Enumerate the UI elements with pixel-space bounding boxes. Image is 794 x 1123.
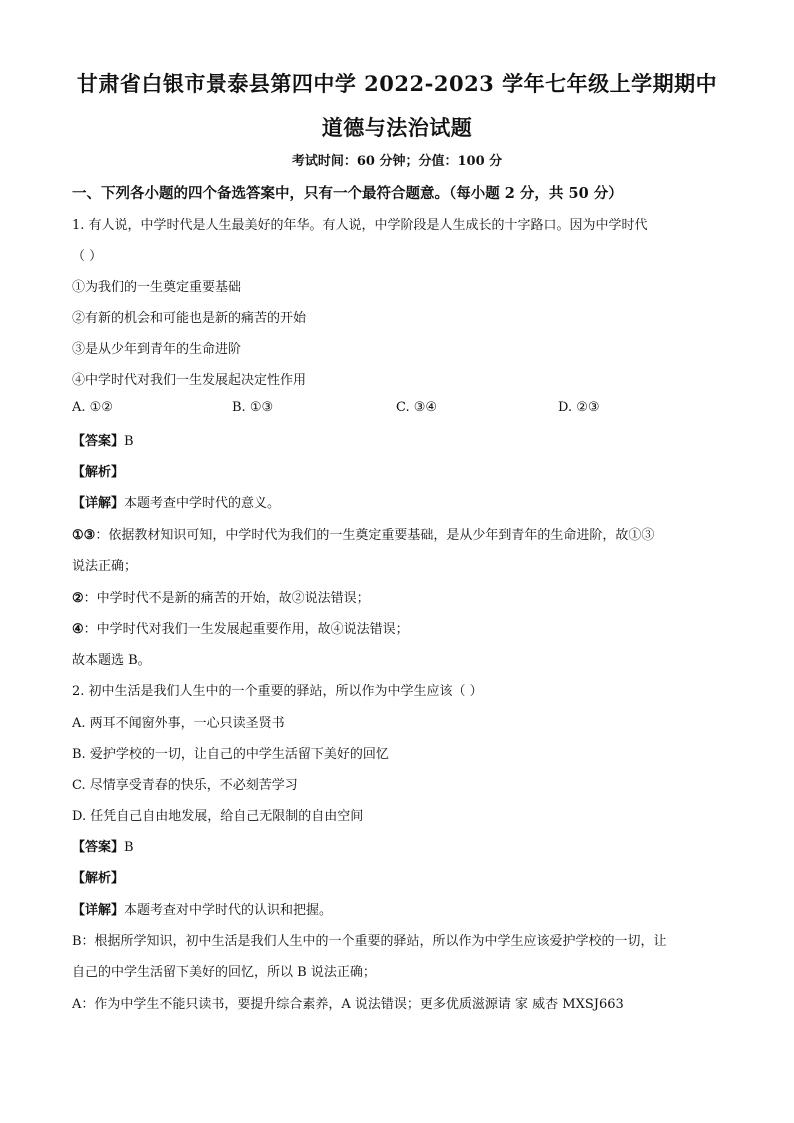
q2-option-d: D. 任凭自己自由地发展，给自己无限制的自由空间: [72, 809, 364, 824]
q1-item-3: ③是从少年到青年的生命进阶: [72, 342, 242, 357]
detail-label: 【详解】: [72, 903, 125, 918]
explanation-text: ：依据教材知识可知，中学时代为我们的一生奠定重要基础，是从少年到青年的生命进阶，故①③: [95, 528, 655, 543]
analysis-label: 【解析】: [72, 871, 125, 886]
q2-explanation-1-cont: 自己的中学生活留下美好的回忆，所以 B 说法正确；: [72, 965, 376, 980]
detail-text: 本题考查中学时代的意义。: [124, 496, 281, 511]
q1-item-1: ①为我们的一生奠定重要基础: [72, 280, 242, 295]
exam-info: 考试时间：60 分钟；分值：100 分: [291, 154, 503, 169]
q1-item-2: ②有新的机会和可能也是新的痛苦的开始: [72, 311, 307, 326]
q2-explanation-1: B：根据所学知识，初中生活是我们人生中的一个重要的驿站，所以作为中学生应该爱护学校的一切，让: [72, 934, 667, 949]
explanation-mark: ②: [72, 591, 84, 606]
q1-explanation-1: [72, 524, 654, 543]
explanation-text: ：中学时代不是新的痛苦的开始，故②说法错误；: [83, 591, 370, 606]
q2-analysis: [72, 867, 124, 886]
q1-conclusion: 故本题选 B。: [72, 653, 151, 668]
explanation-text: ：中学时代对我们一生发展起重要作用，故④说法错误；: [83, 622, 409, 637]
q2-stem: 2. 初中生活是我们人生中的一个重要的驿站，所以作为中学生应该（ ）: [72, 684, 483, 699]
page-title: 甘肃省白银市景泰县第四中学 2022-2023 学年七年级上学期期中: [76, 71, 718, 96]
q1-explanation-1-cont: 说法正确；: [72, 559, 138, 574]
answer-value: B: [124, 840, 134, 855]
analysis-label: 【解析】: [72, 465, 125, 480]
q2-option-b: B. 爱护学校的一切，让自己的中学生活留下美好的回忆: [72, 747, 389, 762]
detail-text: 本题考查对中学时代的认识和把握。: [124, 903, 333, 918]
explanation-mark: ①③: [72, 528, 96, 543]
answer-label: 【答案】: [72, 840, 125, 855]
q1-stem-blank: （ ）: [72, 249, 103, 264]
page-subtitle: 道德与法治试题: [321, 115, 473, 140]
q2-option-c: C. 尽情享受青春的快乐，不必刻苦学习: [72, 778, 298, 793]
section-heading: 一、下列各小题的四个备选答案中，只有一个最符合题意。（每小题 2 分，共 50 分）: [72, 185, 623, 202]
q2-detail: [72, 899, 332, 918]
q1-option-d: D. ②③: [558, 400, 600, 415]
q1-stem: 1. 有人说，中学时代是人生最美好的年华。有人说，中学阶段是人生成长的十字路口。因为中学时代: [72, 218, 648, 233]
q1-detail: [72, 492, 280, 511]
q1-option-c: C. ③④: [396, 400, 438, 415]
q1-explanation-3: [72, 618, 409, 637]
q1-answer: [72, 430, 134, 449]
explanation-mark: ④: [72, 622, 84, 637]
q1-analysis: [72, 461, 124, 480]
detail-label: 【详解】: [72, 496, 125, 511]
q1-option-b: B. ①③: [232, 400, 274, 415]
q2-explanation-2: A：作为中学生不能只读书，要提升综合素养，A 说法错误；更多优质滋源请 家 威杏 MXSJ663: [72, 997, 624, 1012]
q1-item-4: ④中学时代对我们一生发展起决定性作用: [72, 373, 307, 388]
answer-value: B: [124, 434, 134, 449]
q1-option-a: A. ①②: [72, 400, 113, 415]
q2-answer: [72, 836, 134, 855]
q1-explanation-2: [72, 587, 370, 606]
q2-option-a: A. 两耳不闻窗外事，一心只读圣贤书: [72, 716, 285, 731]
answer-label: 【答案】: [72, 434, 125, 449]
